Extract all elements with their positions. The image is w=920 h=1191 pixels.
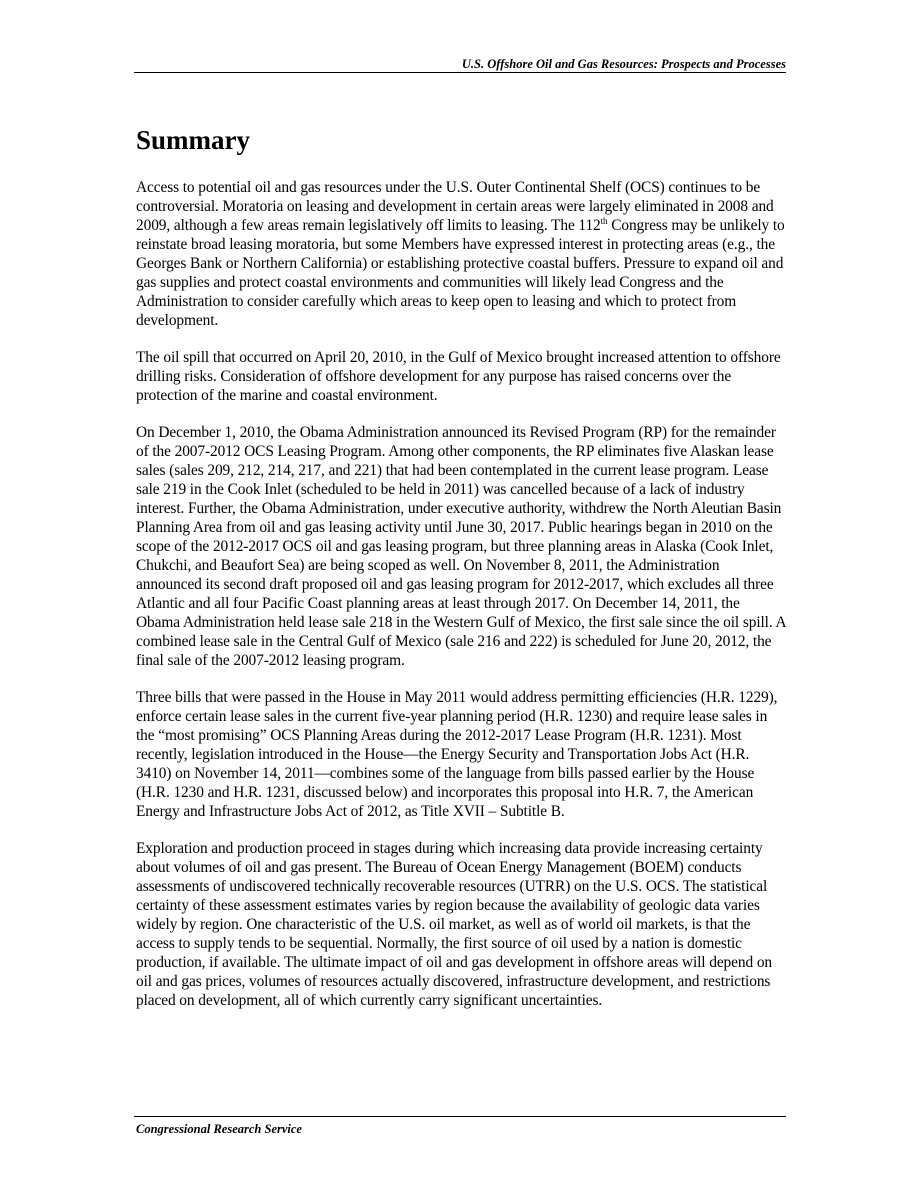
- page-title: Summary: [136, 125, 250, 155]
- running-footer: Congressional Research Service: [136, 1122, 302, 1136]
- paragraph-moratoria: [136, 178, 786, 330]
- summary-body: [136, 178, 786, 1028]
- header-rule: [134, 72, 786, 73]
- paragraph-revised-program: On December 1, 2010, the Obama Administration announced its Revised Program (RP) for the remainder of the 2007-2012 OCS Leasing Program. Among other components, the RP eliminates five Alaskan lease sales (sales 209, 212, 214, 217, and 221) that had been contemplated in the current lease program. Lease sale 219 in the Cook Inlet (scheduled to be held in 2011) was cancelled because of a lack of industry interest. Further, the Obama Administration, under executive authority, withdrew the North Aleutian Basin Planning Area from oil and gas leasing activity until June 30, 2017. Public hearings began in 2010 on the scope of the 2012-2017 OCS oil and gas leasing program, but three planning areas in Alaska (Cook Inlet, Chukchi, and Beaufort Sea) are being scoped as well. On November 8, 2011, the Administration announced its second draft proposed oil and gas leasing program for 2012-2017, which excludes all three Atlantic and all four Pacific Coast planning areas at least through 2017. On December 14, 2011, the Obama Administration held lease sale 218 in the Western Gulf of Mexico, the first sale since the oil spill. A combined lease sale in the Central Gulf of Mexico (sale 216 and 222) is scheduled for June 20, 2012, the final sale of the 2007-2012 leasing program.: [136, 424, 786, 669]
- running-header: U.S. Offshore Oil and Gas Resources: Prospects and Processes: [461, 57, 786, 71]
- paragraph-oil-spill: The oil spill that occurred on April 20, 2010, in the Gulf of Mexico brought increased attention to offshore drilling risks. Consideration of offshore development for any purpose has raised concerns over the protection of the marine and coastal environment.: [136, 349, 781, 404]
- paragraph-house-bills: Three bills that were passed in the House in May 2011 would address permitting efficiencies (H.R. 1229), enforce certain lease sales in the current five-year planning period (H.R. 1230) and require lease sales in the “most promising” OCS Planning Areas during the 2012-2017 Lease Program (H.R. 1231). Most recently, legislation introduced in the House—the Energy Security and Transportation Jobs Act (H.R. 3410) on November 14, 2011—combines some of the language from bills passed earlier by the House (H.R. 1230 and H.R. 1231, discussed below) and incorporates this proposal into H.R. 7, the American Energy and Infrastructure Jobs Act of 2012, as Title XVII – Subtitle B.: [136, 689, 778, 820]
- paragraph-exploration: Exploration and production proceed in stages during which increasing data provide increasing certainty about volumes of oil and gas present. The Bureau of Ocean Energy Management (BOEM) conducts assessments of undiscovered technically recoverable resources (UTRR) on the U.S. OCS. The statistical certainty of these assessment estimates varies by region because the availability of geologic data varies widely by region. One characteristic of the U.S. oil market, as well as of world oil markets, is that the access to supply tends to be sequential. Normally, the first source of oil used by a nation is domestic production, if available. The ultimate impact of oil and gas development in offshore areas will depend on oil and gas prices, volumes of resources actually discovered, infrastructure development, and restrictions placed on development, all of which currently carry significant uncertainties.: [136, 840, 773, 1009]
- ordinal-superscript: th: [600, 215, 608, 226]
- footer-rule: [134, 1116, 786, 1117]
- paragraph-moratoria-part-2: Congress may be unlikely to reinstate broad leasing moratoria, but some Members have expressed interest in protecting areas (e.g., the Georges Bank or Northern California) or establishing protective coastal buffers. Pressure to expand oil and gas supplies and protect coastal environments and communities will likely lead Congress and the Administration to consider carefully which areas to keep open to leasing and which to protect from development.: [136, 217, 785, 329]
- paragraph-moratoria-part-1: Access to potential oil and gas resources under the U.S. Outer Continental Shelf (OCS) continues to be controversial. Moratoria on leasing and development in certain areas were largely eliminated in 2008 and 2009, although a few areas remain legislatively off limits to leasing. The 112: [136, 179, 774, 234]
